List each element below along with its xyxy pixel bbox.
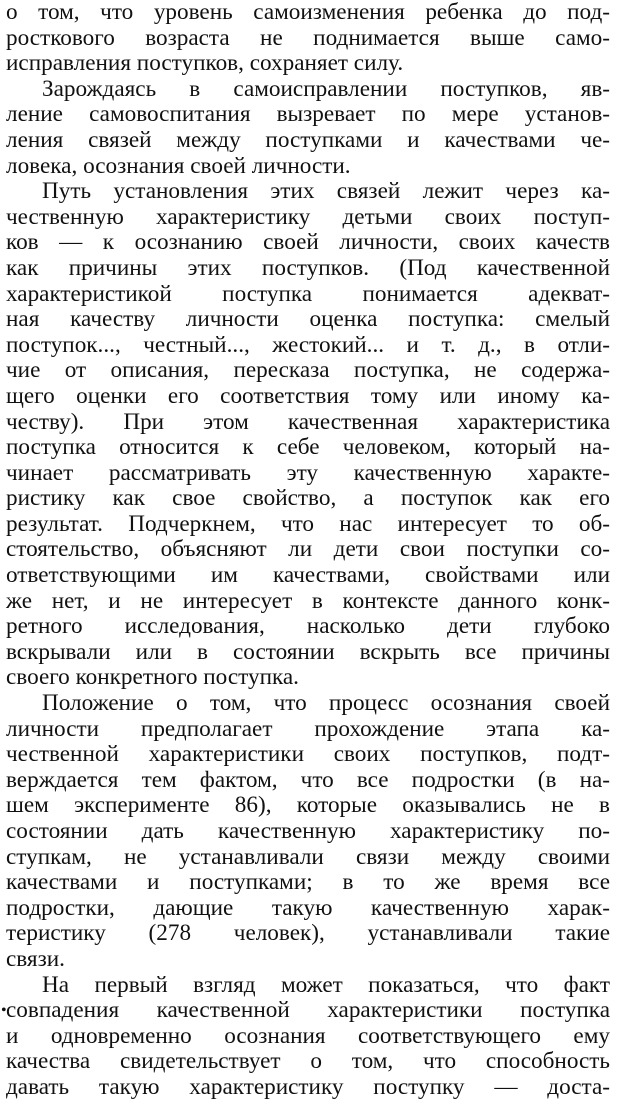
- text-line: росткового возраста не поднимается выше само-: [6, 24, 610, 51]
- text-line: На первый взгляд может показаться, что факт: [42, 971, 610, 998]
- text-line: и одновременно осознания соответствующего ему: [6, 1022, 610, 1049]
- document-text: [1, 0, 610, 1101]
- paragraph-4: [6, 691, 610, 973]
- text-line: же нет, и не интересует в контексте данного конк-: [6, 587, 610, 614]
- text-line-with-margin-mark: [1, 997, 610, 1024]
- paragraph-3: [6, 179, 610, 691]
- text-line: чинает рассматривать эту качественную характе-: [6, 459, 610, 486]
- margin-mark: •: [1, 1002, 7, 1020]
- paragraph-5: [1, 971, 610, 1101]
- text-line: как причины этих поступков. (Под качественной: [6, 254, 610, 281]
- text-line: шем эксперименте 86), которые оказывались не в: [6, 792, 610, 819]
- text-line: чественную характеристику детьми своих поступ-: [6, 203, 610, 230]
- text-line: качествами и поступками; в то же время все: [6, 869, 610, 896]
- text-line: давать такую характеристику поступку — доста-: [6, 1073, 610, 1100]
- text-line: Положение о том, что процесс осознания своей: [42, 690, 610, 717]
- text-line: подростки, дающие такую качественную харак-: [6, 894, 610, 921]
- text-line: ристику как свое свойство, а поступок как его: [6, 485, 610, 512]
- text-line: ловека, осознания своей личности.: [6, 152, 351, 179]
- text-line: ступкам, не устанавливали связи между своими: [6, 843, 610, 870]
- text-line: своего конкретного поступка.: [6, 664, 299, 691]
- text-line: ответствующими им качествами, свойствами или: [6, 562, 610, 589]
- text-line: связи.: [6, 945, 65, 972]
- text-line: чие от описания, пересказа поступка, не содержа-: [6, 357, 610, 384]
- text-line: Зарождаясь в самоисправлении поступков, яв-: [42, 75, 610, 102]
- text-line: качества свидетельствует о том, что способность: [6, 1048, 610, 1075]
- text-line: результат. Подчеркнем, что нас интересует то об-: [6, 510, 610, 537]
- text-line: щего оценки его соответствия тому или иному ка-: [6, 382, 610, 409]
- text-line: ление самовоспитания вызревает по мере установ-: [6, 101, 610, 128]
- text-line: ная качеству личности оценка поступка: смелый: [6, 306, 610, 333]
- text-line: поступок..., честный..., жестокий... и т. д., в отли-: [6, 331, 610, 358]
- text-line: о том, что уровень самоизменения ребенка до под-: [6, 0, 610, 25]
- text-line-content: совпадения качественной характеристики поступка: [6, 997, 610, 1024]
- text-line: чественной характеристики своих поступков, подт-: [6, 741, 610, 768]
- text-line: верждается тем фактом, что все подростки (в на-: [6, 766, 610, 793]
- text-line: состоянии дать качественную характеристику по-: [6, 818, 610, 844]
- text-line: стоятельство, объясняют ли дети свои поступки со-: [6, 536, 610, 563]
- text-line: поступка относится к себе человеком, который на-: [6, 434, 610, 461]
- text-line: честву). При этом качественная характеристика: [6, 408, 610, 435]
- text-line: Путь установления этих связей лежит через ка-: [42, 178, 610, 205]
- text-line: ления связей между поступками и качествами че-: [6, 126, 610, 153]
- text-line: вскрывали или в состоянии вскрыть все причины: [6, 638, 610, 665]
- text-line: характеристикой поступка понимается адекват-: [6, 280, 610, 307]
- text-line: исправления поступков, сохраняет силу.: [6, 50, 404, 77]
- paragraph-2: [6, 77, 610, 179]
- text-line: личности предполагает прохождение этапа ка-: [6, 715, 610, 742]
- paragraph-1: [6, 0, 610, 77]
- text-line: ретного исследования, насколько дети глубоко: [6, 613, 610, 640]
- text-line: ков — к осознанию своей личности, своих качеств: [6, 229, 610, 256]
- text-line: теристику (278 человек), устанавливали такие: [6, 920, 610, 947]
